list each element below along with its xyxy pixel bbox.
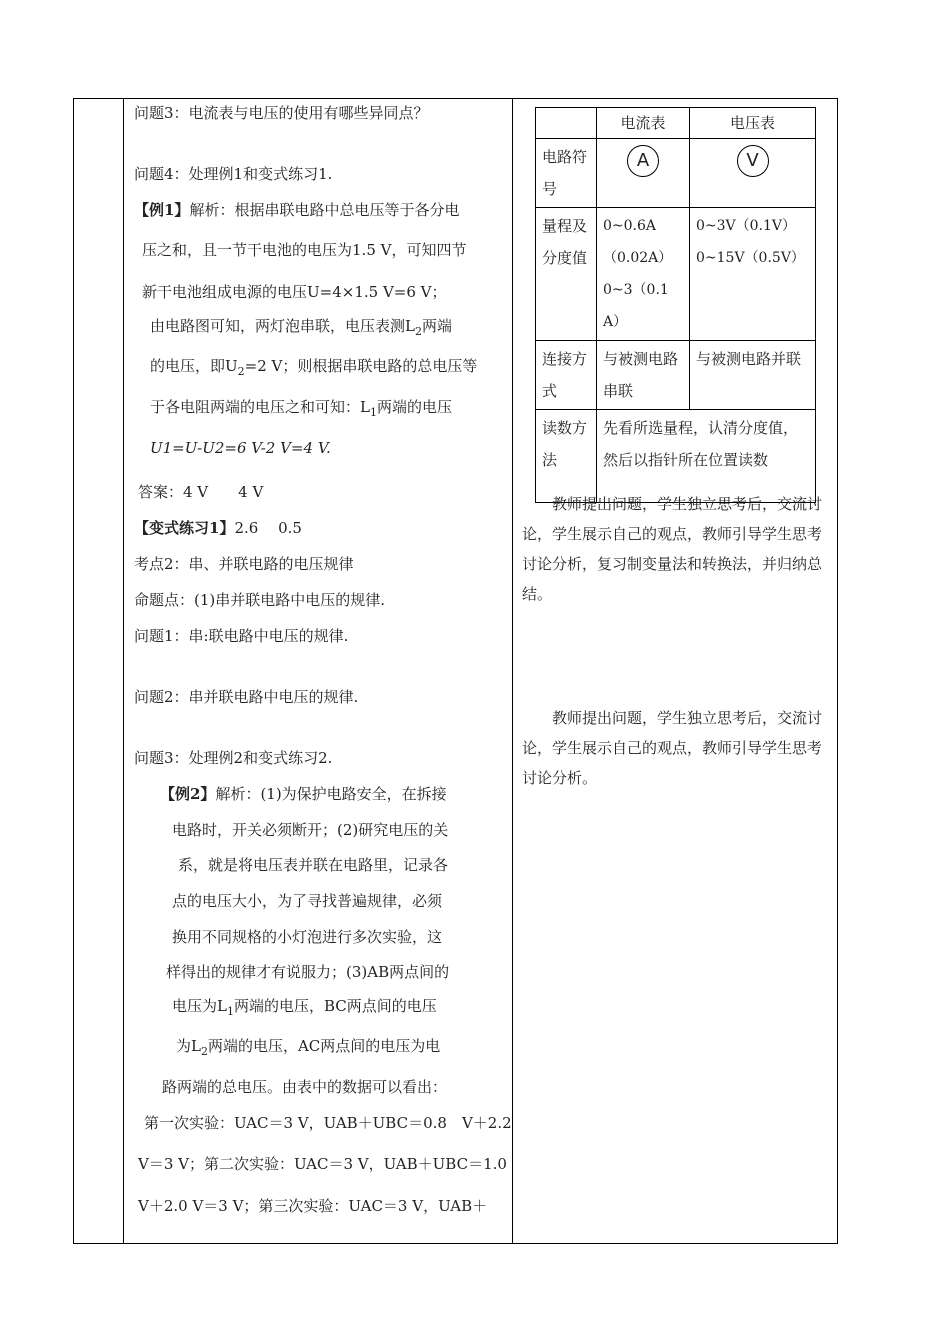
- example-2-line-8: [176, 1036, 440, 1056]
- table-row: [536, 341, 816, 410]
- example-2-line-1: [160, 784, 447, 804]
- example-1-heading: 【例1】: [134, 201, 190, 219]
- table-row: [536, 108, 816, 139]
- column-divider-2: [512, 98, 513, 1244]
- ex1-l5-b: =2 V；则根据串联电路的总电压等: [244, 357, 478, 375]
- example-1-line-2: 压之和，且一节干电池的电压为1.5 V，可知四节: [142, 241, 467, 259]
- part-question-3: 问题3：处理例2和变式练习2.: [134, 749, 333, 767]
- table-row: [536, 208, 816, 341]
- ammeter-range: 0~0.6A（0.02A） 0~3（0.1A）: [597, 208, 690, 341]
- ex1-l4-a: 由电路图可知，两灯泡串联，电压表测L: [150, 317, 415, 335]
- example-1-line-6: [150, 397, 452, 417]
- table-row: [536, 139, 816, 208]
- ex2-l8-a: 为L: [176, 1037, 201, 1055]
- ex1-l6-sub: 1: [369, 406, 377, 419]
- part-question-2: 问题2：串并联电路中电压的规律.: [134, 688, 359, 706]
- ex1-l4-b: 两端: [421, 317, 452, 335]
- example-2-line-11: V＝3 V；第二次实验：UAC＝3 V，UAB＋UBC＝1.0: [138, 1155, 507, 1173]
- question-3: 问题3：电流表与电压的使用有哪些异同点？: [134, 104, 429, 122]
- example-2-text: 解析：(1)为保护电路安全，在拆接: [215, 785, 447, 803]
- example-1-line-5: [150, 356, 477, 376]
- example-2-line-6: 样得出的规律才有说服力；(3)AB两点间的: [166, 963, 450, 981]
- example-1-line-7: U1=U-U2=6 V-2 V=4 V.: [150, 439, 331, 457]
- ex1-l4-sub: 2: [414, 325, 422, 338]
- example-2-line-5: 换用不同规格的小灯泡进行多次实验，这: [172, 928, 443, 946]
- ex2-l7-a: 电压为L: [172, 997, 227, 1015]
- example-2-line-10: 第一次实验：UAC＝3 V，UAB＋UBC＝0.8 V＋2.2: [144, 1114, 512, 1132]
- ex2-l7-b: 两端的电压，BC两点间的电压: [233, 997, 437, 1015]
- ex2-l8-sub: 2: [200, 1045, 208, 1058]
- example-2-line-2: 电路时，开关必须断开；(2)研究电压的关: [172, 821, 449, 839]
- ex2-l8-b: 两端的电压，AC两点间的电压为电: [207, 1037, 441, 1055]
- symbol-label: 电路符号: [536, 139, 597, 208]
- topic-point: 命题点：(1)串并联电路中电压的规律.: [134, 591, 386, 609]
- voltmeter-header: 电压表: [690, 108, 816, 139]
- example-1-line-1: [134, 200, 459, 220]
- connection-label: 连接方式: [536, 341, 597, 410]
- example-1-line-3: 新干电池组成电源的电压U=4×1.5 V=6 V；: [142, 283, 447, 301]
- example-2-line-12: V＋2.0 V＝3 V；第三次实验：UAC＝3 V，UAB＋: [138, 1197, 488, 1215]
- part-question-1: 问题1：串:联电路中电压的规律.: [134, 627, 349, 645]
- voltmeter-range: 0~3V（0.1V） 0~15V（0.5V）: [690, 208, 816, 341]
- example-2-line-7: [172, 996, 437, 1016]
- example-2-heading: 【例2】: [160, 785, 216, 803]
- ex2-l7-sub: 1: [226, 1005, 234, 1018]
- example-2-line-9: 路两端的总电压。由表中的数据可以看出：: [162, 1078, 448, 1096]
- example-2-line-4: 点的电压大小，为了寻找普遍规律，必须: [172, 892, 443, 910]
- variant-1: [134, 518, 302, 538]
- answer: 答案：4 V 4 V: [138, 483, 264, 501]
- voltmeter-symbol-icon: V: [737, 145, 769, 177]
- question-4: 问题4：处理例1和变式练习1.: [134, 165, 333, 183]
- ex1-l5-a: 的电压，即U: [150, 357, 238, 375]
- example-1-text: 解析：根据串联电路中总电压等于各分电: [189, 201, 460, 219]
- example-2-line-3: 系，就是将电压表并联在电路里，记录各: [178, 856, 449, 874]
- ammeter-connection: 与被测电路串联: [597, 341, 690, 410]
- ammeter-header: 电流表: [597, 108, 690, 139]
- teacher-note-2: 教师提出问题，学生独立思考后，交流讨论，学生展示自己的观点，教师引导学生思考讨论分析。: [522, 709, 823, 787]
- variant-1-answer: 2.6 0.5: [234, 519, 302, 537]
- meter-comparison-table: [535, 107, 816, 503]
- example-1-line-4: [150, 316, 452, 336]
- ex1-l6-a: 于各电阻两端的电压之和可知：L: [150, 398, 370, 416]
- table-corner-cell: [536, 108, 597, 139]
- voltmeter-connection: 与被测电路并联: [690, 341, 816, 410]
- teacher-note-1: 教师提出问题，学生独立思考后，交流讨论，学生展示自己的观点，教师引导学生思考讨论分析，复习制变量法和转换法，并归纳总结。: [522, 495, 823, 603]
- reading-method: 先看所选量程，认清分度值，然后以指针所在位置读数: [597, 410, 816, 503]
- reading-label: 读数方法: [536, 410, 597, 503]
- ammeter-symbol-icon: A: [627, 145, 659, 177]
- column-divider-1: [123, 98, 124, 1244]
- range-label: 量程及分度值: [536, 208, 597, 341]
- ex1-l6-b: 两端的电压: [376, 398, 452, 416]
- key-point-2: 考点2：串、并联电路的电压规律: [134, 555, 354, 573]
- variant-1-heading: 【变式练习1】: [134, 519, 235, 537]
- ex1-l5-sub: 2: [237, 365, 245, 378]
